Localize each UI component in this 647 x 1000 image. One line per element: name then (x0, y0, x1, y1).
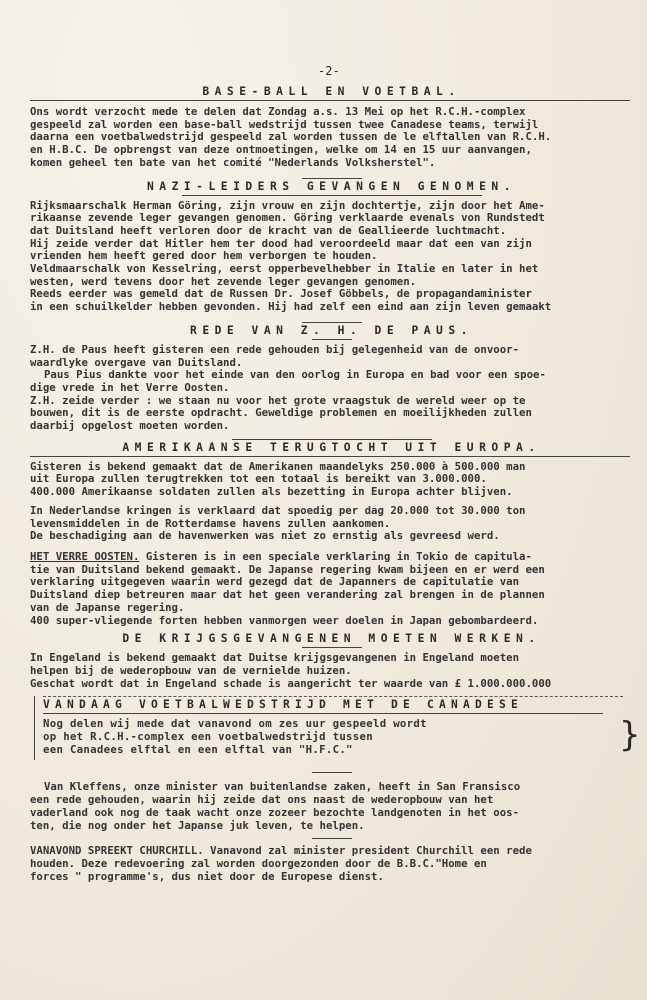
text-line: tie van Duitsland bekend gemaakt. De Japanse regering kwam bijeen en er werd een (30, 562, 545, 576)
section-prisoners (30, 631, 633, 690)
text-line: dige vrede in het Verre Oosten. (30, 380, 230, 394)
section-nazi-leaders (30, 178, 633, 314)
text-line: westen, werd tevens door het zevende leger gevangen genomen. (30, 274, 417, 288)
text-line: dat Duitsland heeft verloren door de kracht van de Geallieerde luchtmacht. (30, 223, 507, 237)
text-line: Paus Pius dankte voor het einde van den oorlog in Europa en bad voor een spoe- (44, 368, 546, 382)
text-line: Van Kleffens, onze minister van buitenlandse zaken, heeft in San Fransisco (44, 780, 521, 794)
text-line: levensmiddelen in de Rotterdamse havens zullen aankomen. (30, 516, 391, 530)
text-line: een rede gehouden, waarin hij zeide dat ons naast de wederopbouw van het (30, 793, 494, 807)
section-pope (30, 322, 633, 433)
text-line: Rijksmaarschalk Herman Göring, zijn vrouw en zijn dochtertje, zijn door het Ame- (30, 198, 545, 212)
section-heading: REDE VAN Z. H. DE PAUS. (190, 323, 473, 337)
text-line: Z.H. de Paus heeft gisteren een rede gehouden bij gelegenheid van de onvoor- (30, 342, 520, 356)
section-churchill (30, 838, 633, 883)
section-heading: BASE-BALL EN VOETBAL. (202, 85, 461, 98)
divider-rule (312, 772, 352, 773)
section-heading: VANDAAG VOETBALWEDSTRIJD MET DE CANADESE (43, 698, 524, 712)
text-line: Reeds eerder was gemeld dat de Russen Dr. Josef Göbbels, de propagandaminister (30, 287, 532, 301)
text-line: rikaanse zevende leger gevangen genomen. Göring verklaarde evenals von Rundstedt (30, 211, 545, 225)
text-line: Nog delen wij mede dat vanavond om zes uur gespeeld wordt (43, 717, 427, 731)
section-heading: DE KRIJGSGEVANGENEN MOETEN WERKEN. (122, 632, 541, 646)
page-number: -2- (318, 64, 340, 78)
text-line: op het R.C.H.-complex een voetbalwedstrijd tussen (43, 730, 373, 744)
text-line: forces " programme's, dus niet door de Europese dienst. (30, 869, 384, 883)
heading-rule (312, 339, 352, 340)
text-line: helpen bij de wederopbouw van de vernielde huizen. (30, 663, 352, 677)
brace-mark: } (619, 715, 640, 756)
text-line: Ons wordt verzocht mede te delen dat Zondag a.s. 13 Mei op het R.C.H.-complex (30, 105, 526, 118)
text-line: in een schuilkelder hebben gevonden. Hij had zelf een eind aan zijn leven gemaakt (30, 300, 552, 314)
section-football-canadese (34, 696, 640, 760)
text-line: 400.000 Amerikaanse soldaten zullen als bezetting in Europa achter blijven. (30, 485, 513, 499)
text-line: In Engeland is bekend gemaakt dat Duitse krijgsgevangenen in Engeland moeten (30, 651, 520, 665)
text-line: Z.H. zeide verder : we staan nu voor het grote vraagstuk de wereld weer op te (30, 393, 526, 407)
section-heading: NAZI-LEIDERS GEVANGEN GENOMEN. (146, 179, 517, 193)
text-line: houden. Deze redevoering zal worden doorgezonden door de B.B.C."Home en (30, 856, 487, 870)
heading-rule (43, 713, 603, 714)
lead-heading: VANAVOND SPREEKT CHURCHILL. (30, 844, 204, 858)
text-line: een Canadees elftal en een elftal van "H.F.C." (43, 742, 353, 756)
text-line: van de Japanse regering. (30, 600, 185, 614)
text-span: Gisteren is in een speciale verklaring in Tokio de capitula- (139, 549, 532, 563)
text-line: waardlyke overgave van Duitsland. (30, 355, 243, 369)
text-line: uit Europa zullen terugtrekken tot een totaal is bereikt van 3.000.000. (30, 472, 487, 486)
text-line: Geschat wordt dat in Engeland schade is aangericht ter waarde van £ 1.000.000.000 (30, 676, 552, 690)
text-line: vrienden hem heeft gered door hem verborgen te houden. (30, 249, 378, 263)
section-heading: AMERIKAANSE TERUGTOCHT UIT EUROPA. (122, 440, 541, 454)
text-line: bouwen, dit is de eerste opdracht. Geweldige problemen en moeilijkheden zullen (30, 406, 532, 420)
text-line: en H.B.C. De opbrengst van deze ontmoetingen, welke om 14 en 15 uur aanvangen, (30, 143, 532, 157)
text-line: daarbij opgelost moeten worden. (30, 419, 230, 433)
text-line: In Nederlandse kringen is verklaard dat spoedig per dag 20.000 tot 30.000 ton (30, 503, 526, 517)
heading-rule (30, 100, 630, 101)
heading-rule (182, 195, 482, 196)
section-american-withdrawal (30, 439, 633, 543)
text-line: vaderland ook nog de taak wacht onze zozeer bezochte landgenoten in het oos- (30, 805, 520, 819)
divider-rule (312, 838, 352, 839)
text-line: daarna een voetbalwedstrijd gespeeld zal worden tussen de le elftallen van R.C.H. (30, 130, 552, 144)
text-line: Gisteren is bekend gemaakt dat de Amerikanen maandelyks 250.000 à 500.000 man (30, 459, 526, 473)
section-far-east (30, 551, 633, 627)
heading-rule (302, 647, 362, 648)
text-line: verklaring uitgegeven waarin werd gezegd dat de Japanners de capitulatie van (30, 575, 520, 589)
text-line: komen geheel ten bate van het comité "Nederlands Volksherstel". (30, 155, 436, 169)
text-line: Duitsland diep betreuren maar dat het geen verandering zal brengen in de plannen (30, 588, 545, 602)
text-line: gespeeld zal worden een base-ball wedstrijd tussen twee Canadese teams, terwijl (30, 117, 539, 131)
text-line: Veldmaarschalk von Kesselring, eerst opperbevelhebber in Italie en later in het (30, 262, 539, 276)
text-line (30, 551, 633, 564)
text-line: Hij zeide verder dat Hitler hem ter dood had veroordeeld maar dat een van zijn (30, 236, 532, 250)
lead-heading: HET VERRE OOSTEN. (30, 549, 140, 563)
heading-rule (30, 456, 630, 457)
section-van-kleffens (30, 772, 633, 832)
text-line: De beschadiging aan de havenwerken was niet zo ernstig als gevreesd werd. (30, 529, 500, 543)
text-line: ten, die nog onder het Japanse juk leven, te helpen. (30, 818, 365, 832)
text-span: Vanavond zal minister president Churchill een rede (203, 844, 532, 858)
text-line: 400 super-vliegende forten hebben vanmorgen weer doelen in Japan gebombardeerd. (30, 613, 539, 627)
